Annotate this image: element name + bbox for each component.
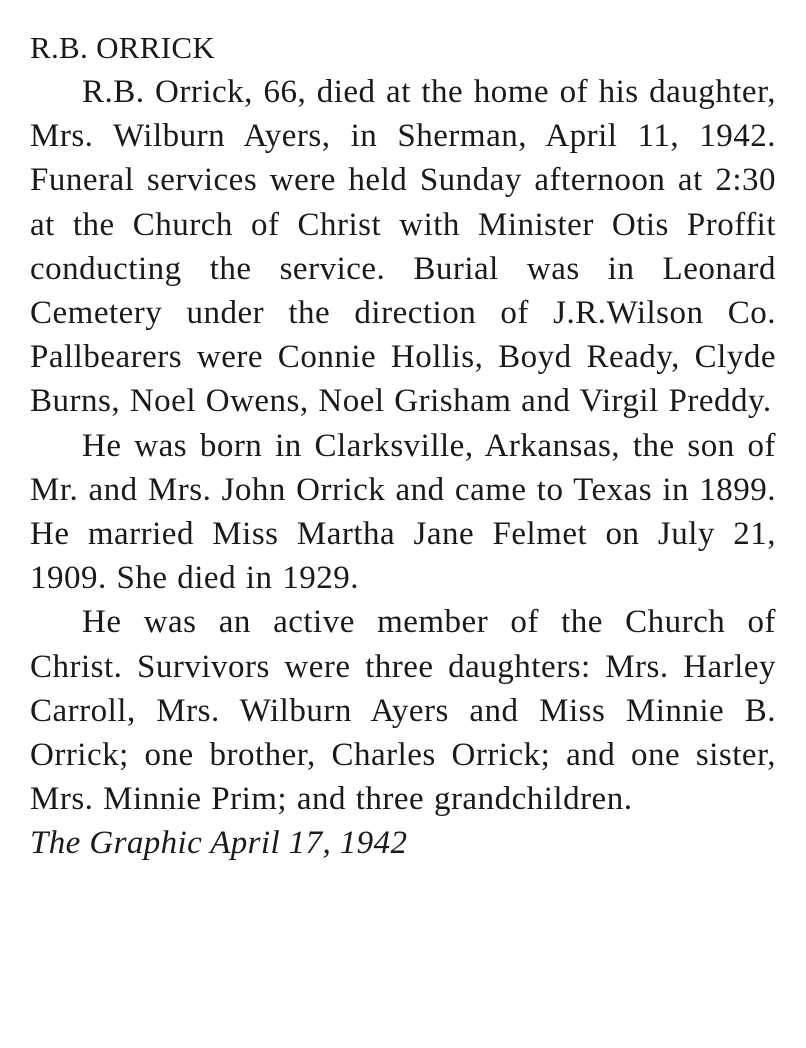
paragraph-survivors: He was an active member of the Church of Christ. Survivors were three daughters: Mrs. Harley Carroll, Mrs. Wilburn Ayers and Miss Minnie B. Orrick; one brother, Charles Orrick; and one sister, Mrs. Minnie Prim; and three grandchildren.	[30, 604, 776, 818]
paragraph-funeral: R.B. Orrick, 66, died at the home of his daughter, Mrs. Wilburn Ayers, in Sherman, April 11, 1942. Funeral services were held Sunday afternoon at 2:30 at the Church of Christ with Minister Otis Proffit conducting the service. Burial was in Leonard Cemetery under the direction of J.R.Wilson Co. Pallbearers were Connie Hollis, Boyd Ready, Clyde Burns, Noel Owens, Noel Grisham and Virgil Preddy.	[30, 74, 776, 420]
paragraph-biography: He was born in Clarksville, Arkansas, the son of Mr. and Mrs. John Orrick and came to Texas in 1899. He married Miss Martha Jane Felmet on July 21, 1909. She died in 1929.	[30, 427, 776, 597]
obituary-article	[30, 26, 776, 866]
source-citation: The Graphic April 17, 1942	[30, 825, 408, 862]
article-headline: R.B. ORRICK	[30, 30, 216, 65]
